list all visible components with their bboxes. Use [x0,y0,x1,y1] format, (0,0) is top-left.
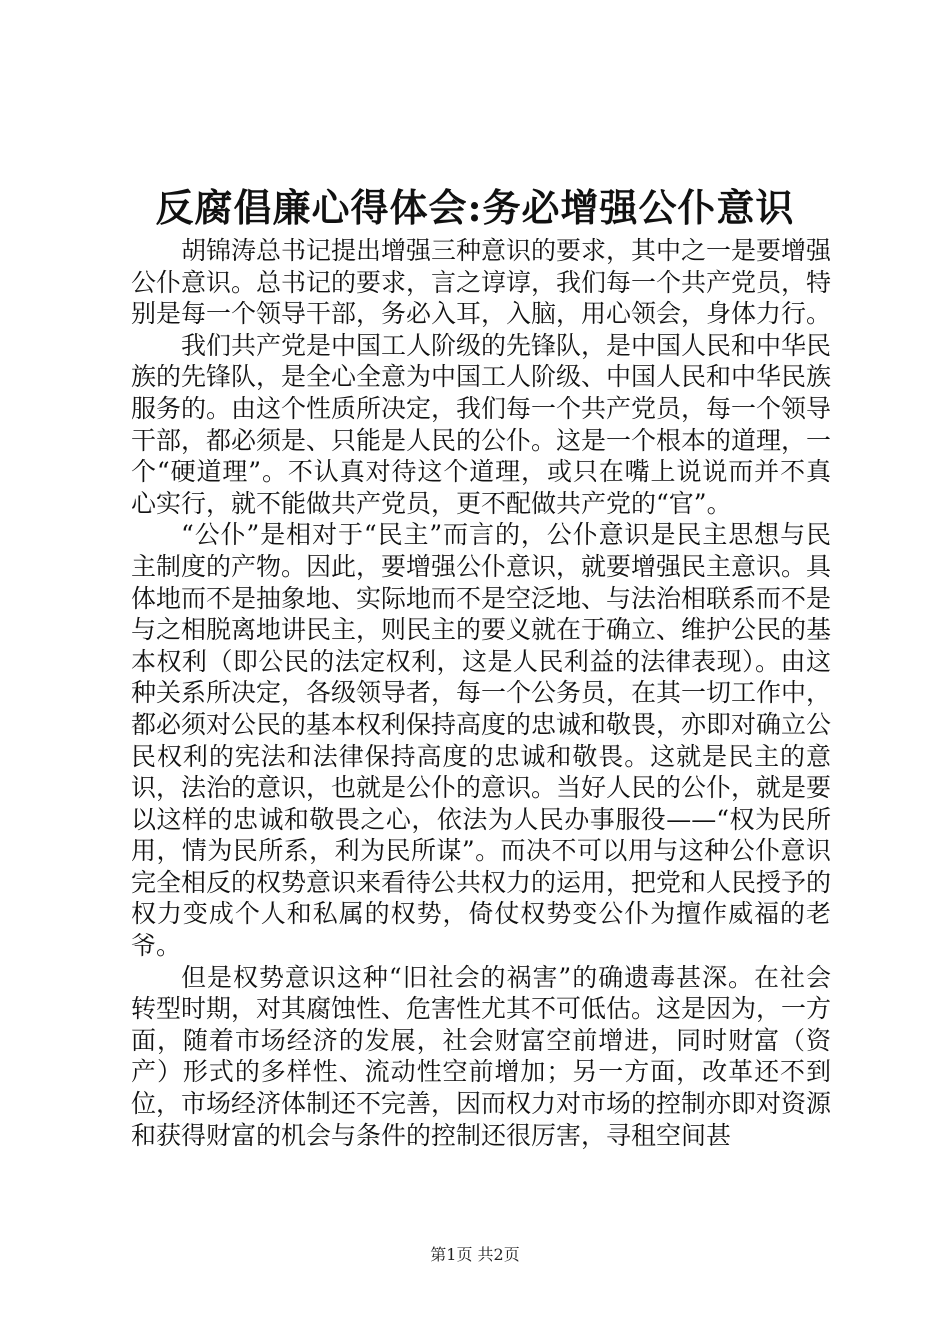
paragraph-1: 胡锦涛总书记提出增强三种意识的要求，其中之一是要增强公仆意识。总书记的要求，言之谆谆，我们每一个共产党员，特别是每一个领导干部，务必入耳，入脑，用心领会，身体力行。 [131,236,832,329]
document-body [131,235,831,1151]
paragraph-4: 但是权势意识这种“旧社会的祸害”的确遗毒甚深。在社会转型时期，对其腐蚀性、危害性尤其不可低估。这是因为，一方面，随着市场经济的发展，社会财富空前增进，同时财富（资产）形式的多样性、流动性空前增加；另一方面，改革还不到位，市场经济体制还不完善，因而权力对市场的控制亦即对资源和获得财富的机会与条件的控制还很厉害，寻租空间甚 [131,962,832,1150]
document-title: 反腐倡廉心得体会:务必增强公仆意识 [155,185,795,230]
page-footer: 第1页 共2页 [430,1245,520,1264]
paragraph-3: “公仆”是相对于“民主”而言的，公仆意识是民主思想与民主制度的产物。因此，要增强公仆意识，就要增强民主意识。具体地而不是抽象地、实际地而不是空泛地、与法治相联系而不是与之相脱离地讲民主，则民主的要义就在于确立、维护公民的基本权利（即公民的法定权利，这是人民利益的法律表现）。由这种关系所决定，各级领导者，每一个公务员，在其一切工作中，都必须对公民的基本权利保持高度的忠诚和敬畏，亦即对确立公民权利的宪法和法律保持高度的忠诚和敬畏。这就是民主的意识，法治的意识，也就是公仆的意识。当好人民的公仆，就是要以这样的忠诚和敬畏之心，依法为人民办事服役——“权为民所用，情为民所系，利为民所谋”。而决不可以用与这种公仆意识完全相反的权势意识来看待公共权力的运用，把党和人民授予的权力变成个人和私属的权势，倚仗权势变公仆为擅作威福的老爷。 [131,520,832,961]
paragraph-2: 我们共产党是中国工人阶级的先锋队，是中国人民和中华民族的先锋队，是全心全意为中国工人阶级、中国人民和中华民族服务的。由这个性质所决定，我们每一个共产党员，每一个领导干部，都必须是、只能是人民的公仆。这是一个根本的道理，一个“硬道理”。不认真对待这个道理，或只在嘴上说说而并不真心实行，就不能做共产党员，更不配做共产党的“官”。 [131,330,832,518]
